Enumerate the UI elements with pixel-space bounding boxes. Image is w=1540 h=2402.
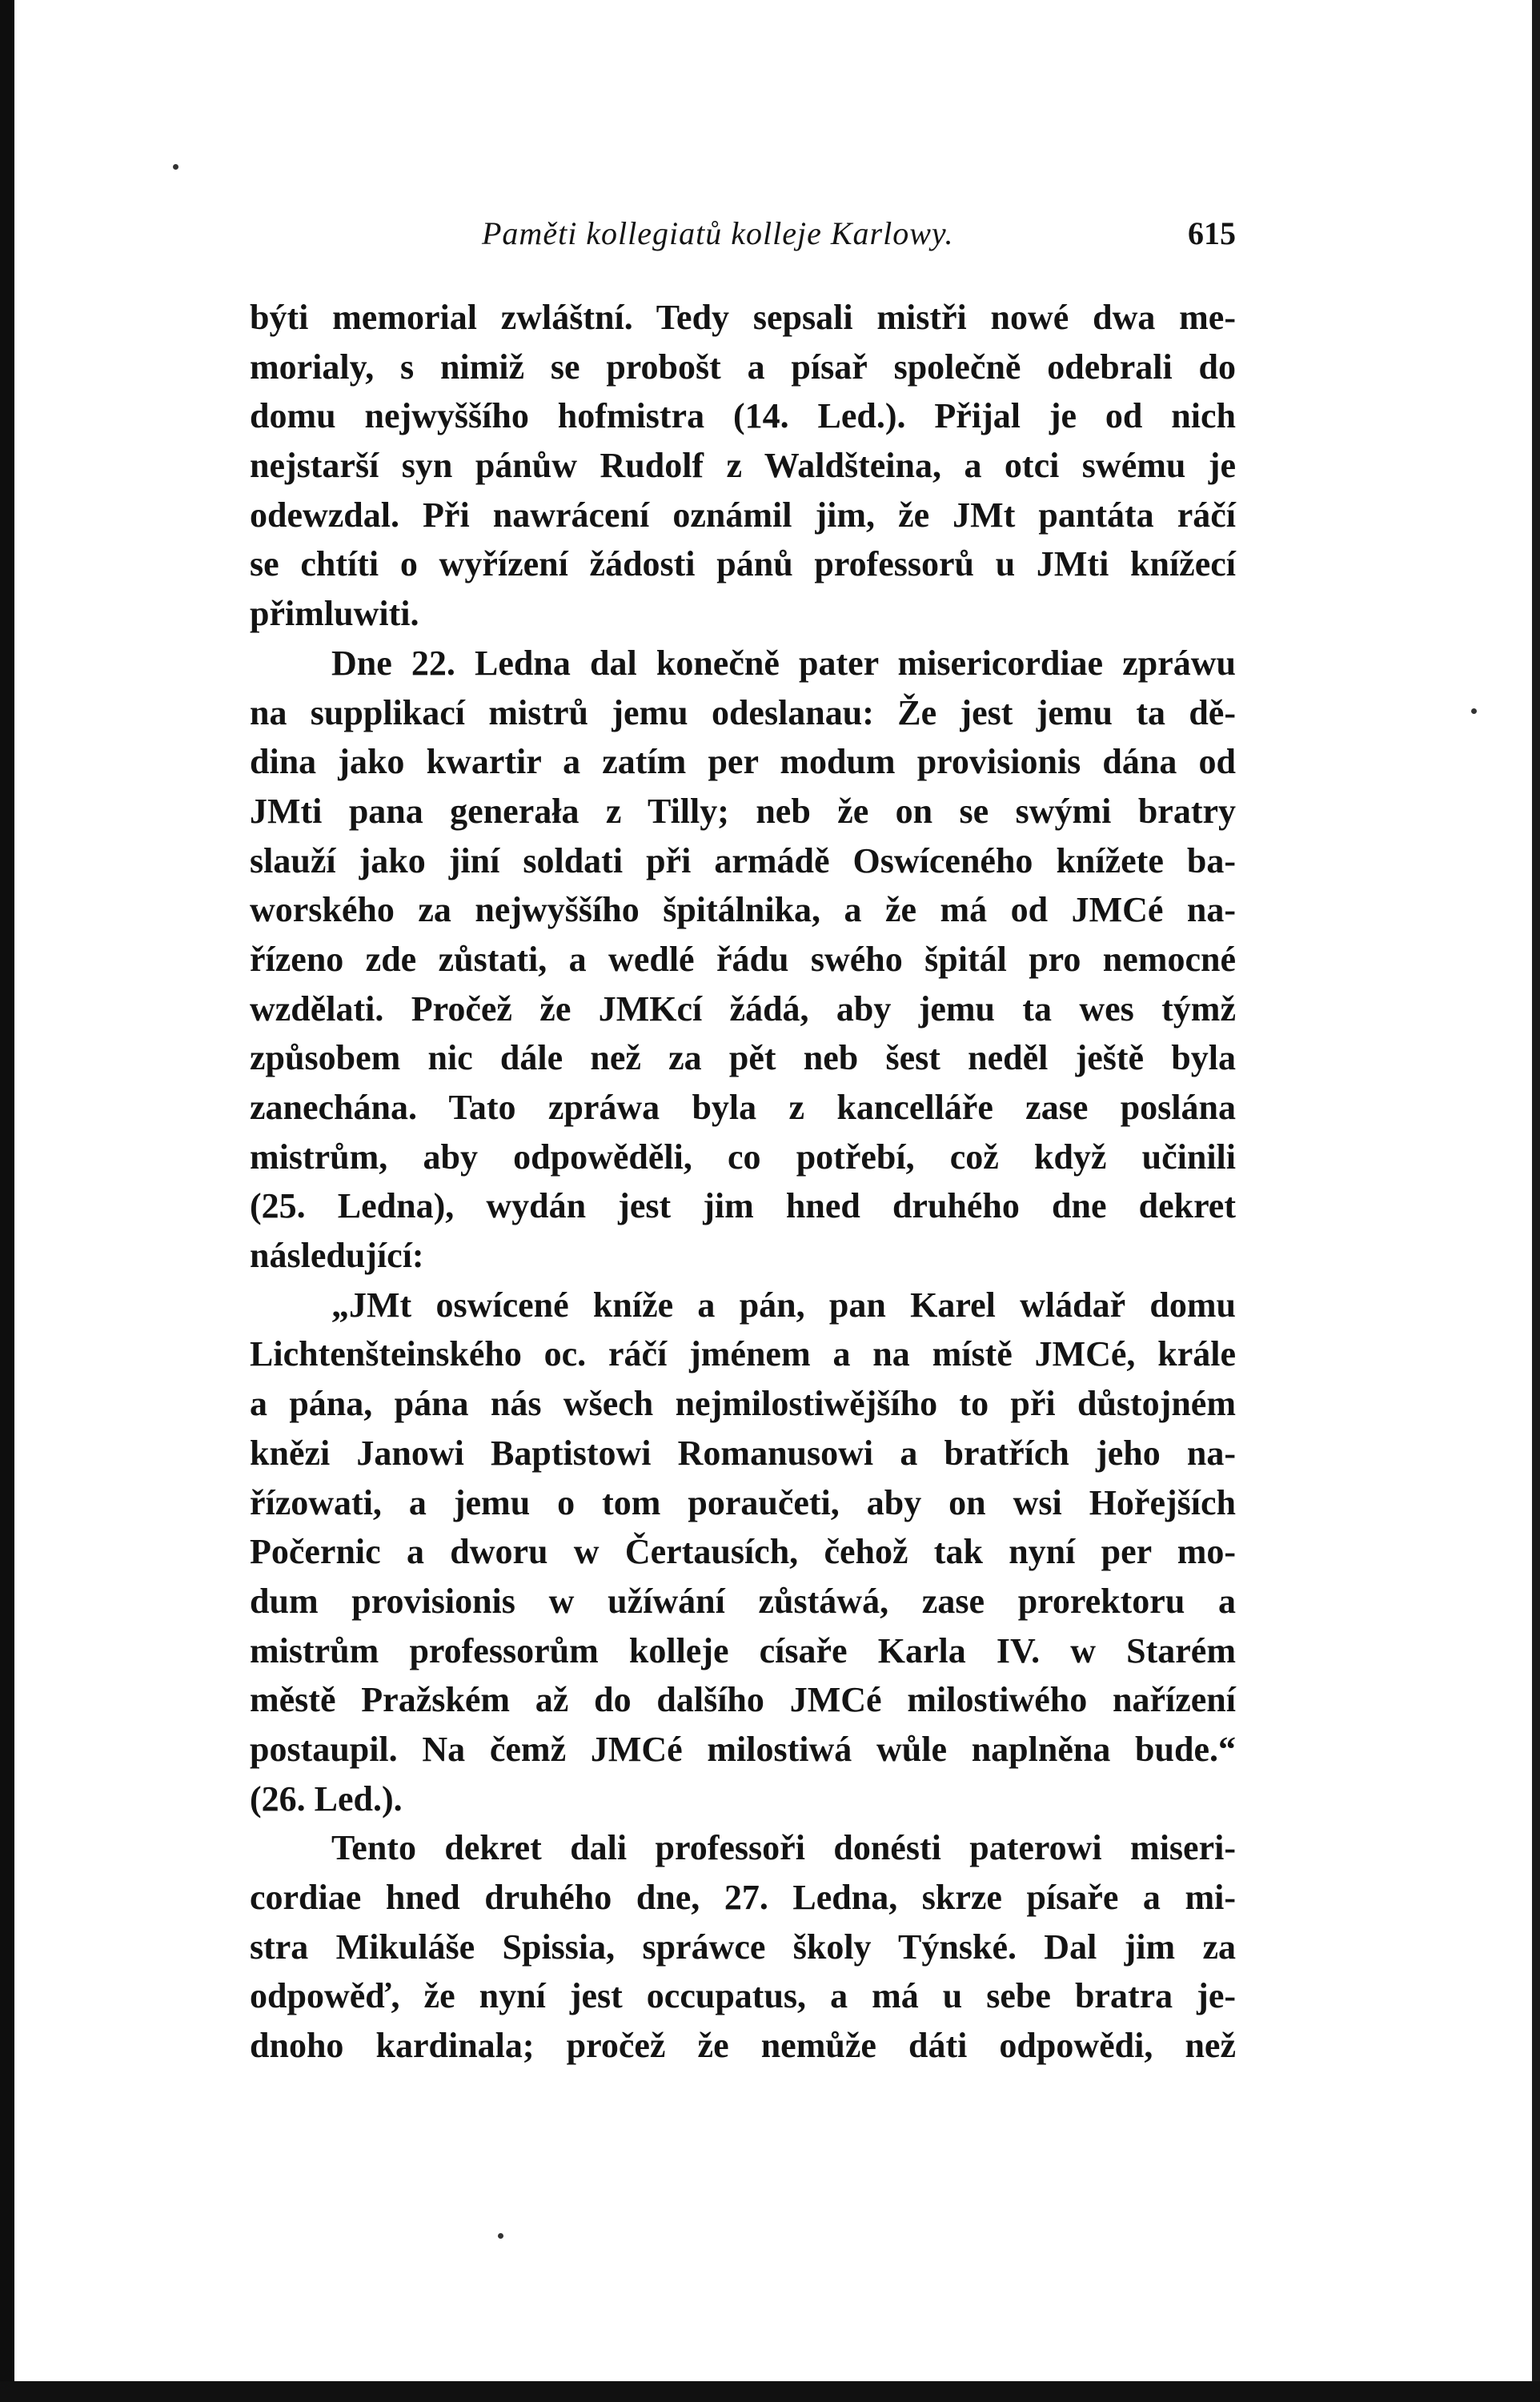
text-line: dum provisionis w užíwání zůstáwá, zase prorektoru a: [250, 1581, 1236, 1621]
scan-edge-right: [1532, 0, 1540, 2402]
text-line: následující:: [250, 1236, 424, 1276]
text-line: Tento dekret dali professoři donésti paterowi miseri-: [331, 1828, 1236, 1868]
page-number: 615: [1188, 215, 1236, 251]
text-line: slauží jako jiní soldati při armádě Oswíceného knížete ba-: [250, 840, 1236, 880]
scan-edge-left: [0, 0, 14, 2402]
text-line: morialy, s nimiž se probošt a písař společně odebrali do: [250, 347, 1236, 387]
text-line: Počernic a dworu w Čertausích, čehož tak nyní per mo-: [250, 1532, 1236, 1572]
text-line: (26. Led.).: [250, 1778, 403, 1819]
book-page: [250, 215, 1236, 2071]
text-line: řízowati, a jemu o tom poraučeti, aby on wsi Hořejších: [250, 1482, 1236, 1522]
scan-speck: [498, 2233, 503, 2239]
text-line: na supplikací mistrů jemu odeslanau: Že jest jemu ta dě-: [250, 692, 1236, 732]
scan-speck: [173, 164, 178, 170]
scan-edge-bottom: [0, 2381, 1540, 2402]
text-line: přimluwiti.: [250, 594, 419, 634]
text-line: býti memorial zwláštní. Tedy sepsali mistři nowé dwa me-: [250, 298, 1236, 337]
text-line: (25. Ledna), wydán jest jim hned druhého dne dekret: [250, 1186, 1236, 1226]
text-line: řízeno zde zůstati, a wedlé řádu swého špitál pro nemocné: [250, 939, 1236, 979]
text-line: knězi Janowi Baptistowi Romanusowi a bratřích jeho na-: [250, 1433, 1236, 1473]
text-line: postaupil. Na čemž JMCé milostiwá wůle naplněna bude.“: [250, 1729, 1236, 1769]
text-line: stra Mikuláše Spissia, spráwce školy Týnské. Dal jim za: [250, 1927, 1236, 1967]
text-line: odpowěď, že nyní jest occupatus, a má u sebe bratra je-: [250, 1976, 1236, 2016]
running-title: Paměti kollegiatů kolleje Karlowy.: [482, 215, 954, 251]
text-line: způsobem nic dále než za pět neb šest neděl ještě byla: [250, 1038, 1236, 1078]
text-line: mistrům professorům kolleje císaře Karla IV. w Starém: [250, 1630, 1236, 1670]
text-line: JMti pana generała z Tilly; neb že on se swými bratry: [250, 791, 1236, 831]
body-text: [250, 293, 1236, 2071]
text-line: cordiae hned druhého dne, 27. Ledna, skrze písaře a mi-: [250, 1878, 1236, 1917]
text-line: nejstarší syn pánůw Rudolf z Waldšteina, a otci swému je: [250, 446, 1236, 486]
text-line: dnoho kardinala; pročež že nemůže dáti odpowědi, než: [250, 2026, 1236, 2066]
text-line: městě Pražském až do dalšího JMCé milostiwého nařízení: [250, 1680, 1236, 1720]
text-line: zanechána. Tato zpráwa byla z kancelláře zase poslána: [250, 1088, 1236, 1127]
text-line: se chtíti o wyřízení žádosti pánů professorů u JMti knížecí: [250, 544, 1236, 584]
text-line: Lichtenšteinského oc. ráčí jménem a na místě JMCé, krále: [250, 1334, 1236, 1374]
text-line: domu nejwyššího hofmistra (14. Led.). Přijal je od nich: [250, 396, 1236, 436]
text-line: „JMt oswícené kníže a pán, pan Karel wládař domu: [331, 1285, 1236, 1325]
text-line: wzdělati. Pročež že JMKcí žádá, aby jemu ta wes týmž: [250, 988, 1236, 1029]
scan-speck: [1471, 708, 1477, 714]
text-line: mistrům, aby odpowěděli, co potřebí, což když učinili: [250, 1137, 1236, 1177]
text-line: a pána, pána nás wšech nejmilostiwějšího to při důstojném: [250, 1384, 1236, 1424]
text-line: dina jako kwartir a zatím per modum provisionis dána od: [250, 742, 1236, 782]
page-header: [250, 215, 1236, 263]
text-line: worského za nejwyššího špitálnika, a že má od JMCé na-: [250, 890, 1236, 930]
text-line: Dne 22. Ledna dal konečně pater misericordiae zpráwu: [331, 643, 1236, 683]
text-line: odewzdal. Při nawrácení oznámil jim, že JMt pantáta ráčí: [250, 495, 1236, 535]
